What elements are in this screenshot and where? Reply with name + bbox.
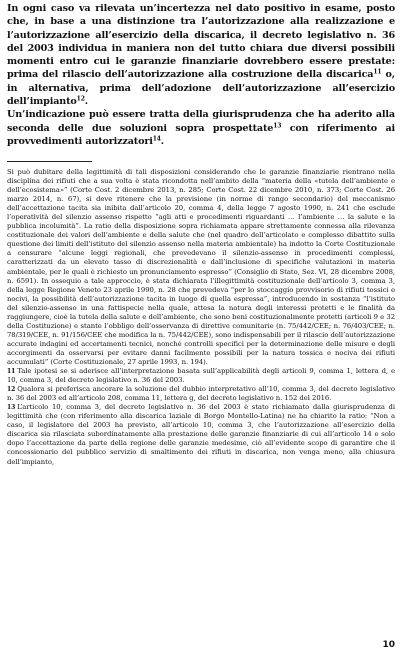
footnote-ref-13[interactable]: 13 xyxy=(273,122,282,130)
paragraph-1-end: . xyxy=(84,96,88,108)
footnote-number: 13 xyxy=(7,404,16,412)
footnote-text: Qualora si preferisca ancorare la soluzione del dubbio interpretativo all’10, comma 3, del decreto legislativo n. 36 del 2003 ed all’articolo 208, comma 11, lettera g, del decreto legislativo n. 152 del 2016. xyxy=(7,385,395,403)
footnote xyxy=(7,168,395,367)
paragraph-2-end: . xyxy=(160,135,164,147)
body-paragraph-2 xyxy=(7,108,395,148)
footnote-separator xyxy=(7,161,92,162)
footnote xyxy=(7,367,395,385)
footnote-text: Si può dubitare della legittimità di tali disposizioni considerando che le garanzie finanziarie rientrano nella disciplina dei rifiuti che a sua volta è stata ricondotta nell’ambito della “materia della «tutela dell’ambiente e dell’ecosistema»” (Corte Cost. 2 dicembre 2013, n. 285; Corte Cost. 22 dicembre 2010, n. 373; Corte Cost. 26 marzo 2014, n. 67), si deve ritenere che la previsione (in norme di rango secondario) del meccanismo dell’accettazione tacita sia inibita dall’articolo 20, comma 4, della legge 7 agosto 1990, n. 241 che esclude l’operatività del silenzio assenso rispetto “agli atti e procedimenti riguardanti … l’ambiente … la salute e la pubblica incolumità”. La ratio della disposizione sopra richiamata appare strettamente connessa alla rilevanza costituzionale dei valori dell’ambiente e della salute che (nel quadro dell’articolato e complesso dibattito sulla questione dei limiti dell’istituto del silenzio assenso nella materia ambientale) ha indotto la Corte Costituzionale a censurare “alcune leggi regionali, che prevedevano il silenzio-assenso in procedimenti complessi, caratterizzati da un elevato tasso di discrezionalità e dall’inclusione di specifiche valutazioni in materia ambientale, per le quali è richiesto un pronunciamento espresso” (Consiglio di Stato, Sez. VI, 28 dicembre 2008, n. 6591). In ossequio a tale approccio, è stata dichiarata l’illegittimità costituzionale dell’articolo 3, comma 3, della legge Regione Veneto 23 aprile 1990, n. 28 che prevedeva “per lo stoccaggio provvisorio di rifiuti tossici e nocivi, la possibilità dell’autorizzazione tacita in luogo di quella espressa”, introducendo in sostanza “l’istituto del silenzio-assenso in una fattispecie nella quale, attesa la natura degli interessi protetti e le finalità da raggiungere, cioè la tutela della salute e dell’ambiente, che sono beni costituzionalmente protetti (articoli 9 e 32 della Costituzione) e stante l’obbligo dell’osservanza di direttive comunitarie (n. 75/442/CEE; n. 76/403/CEE; n. 78/319/CEE, n. 91/156/CEE che modifica la n. 75/442/CEE), sono indispensabili per il rilascio dell’autorizzazione accurate indagini ed accertamenti tecnici, nonché controlli specifici per la determinazione delle misure e degli accorgimenti da osservarsi per evitare danni facilmente possibili per la natura tossica e nociva dei rifiuti accumulati” (Corte Costituzionale, 27 aprile 1993, n. 194). xyxy=(7,168,395,366)
paragraph-1-text: In ogni caso va rilevata un’incertezza nel dato positivo in esame, posto che, in base a una distinzione tra l’autorizzazione alla realizzazione e l’autorizzazione all’esercizio della discarica, il decreto legislativo n. 36 del 2003 individua in maniera non del tutto chiara due diversi possibili momenti entro cui le garanzie finanziarie dovrebbero essere prestate: prima del rilascio dell’autorizzazione alla costruzione della discarica xyxy=(7,3,395,81)
paragraph-1-text-cont: o, in alternativa, prima dell’adozione dell’autorizzazione all’esercizio dell’impianto xyxy=(7,69,395,108)
paragraph-2-text: Un’indicazione può essere tratta della giurisprudenza che ha aderito alla seconda delle due soluzioni sopra prospettate xyxy=(7,109,395,134)
footnote-ref-11[interactable]: 11 xyxy=(373,68,382,76)
footnote xyxy=(7,385,395,403)
footnote-number: 11 xyxy=(7,368,16,376)
paragraph-2-text-cont: con riferimento ai provvedimenti autorizzatori xyxy=(7,122,396,147)
footnote-number: 12 xyxy=(7,386,16,394)
footnote-text: Tale ipotesi se si aderisce all’interpretazione basata sull’applicabilità degli articoli 9, comma 1, lettera d, e 10, comma 3, del decreto legislativo n. 36 del 2003. xyxy=(7,367,395,385)
main-text xyxy=(7,2,395,148)
footnote-ref-14[interactable]: 14 xyxy=(152,135,161,143)
footnote-ref-12[interactable]: 12 xyxy=(76,95,85,103)
page-number: 10 xyxy=(382,640,395,650)
footnote xyxy=(7,403,395,466)
footnote-text: L’articolo 10, comma 3, del decreto legislativo n. 36 del 2003 è stato richiamato dalla giurisprudenza di legittimità che (con riferimento alla discarica laziale di Borgo Montello-Latina) ne ha chiarito la ratio: “Non a caso, il legislatore del 2003 ha previsto, all’articolo 10, comma 3, che l’autorizzazione all’esercizio della discarica sia rilasciata subordinatamente alla prestazione delle garanzie finanziarie di cui all’articolo 14 e solo dopo l’accettazione da parte della regione delle garanzie medesime, ciò all’evidente scopo di garantire che il concessionario del pubblico servizio di smaltimento dei rifiuti in discarica, non venga meno, alla chiusura dell’impianto, xyxy=(7,403,395,466)
footnotes xyxy=(7,168,395,467)
body-paragraph-1 xyxy=(7,2,395,108)
